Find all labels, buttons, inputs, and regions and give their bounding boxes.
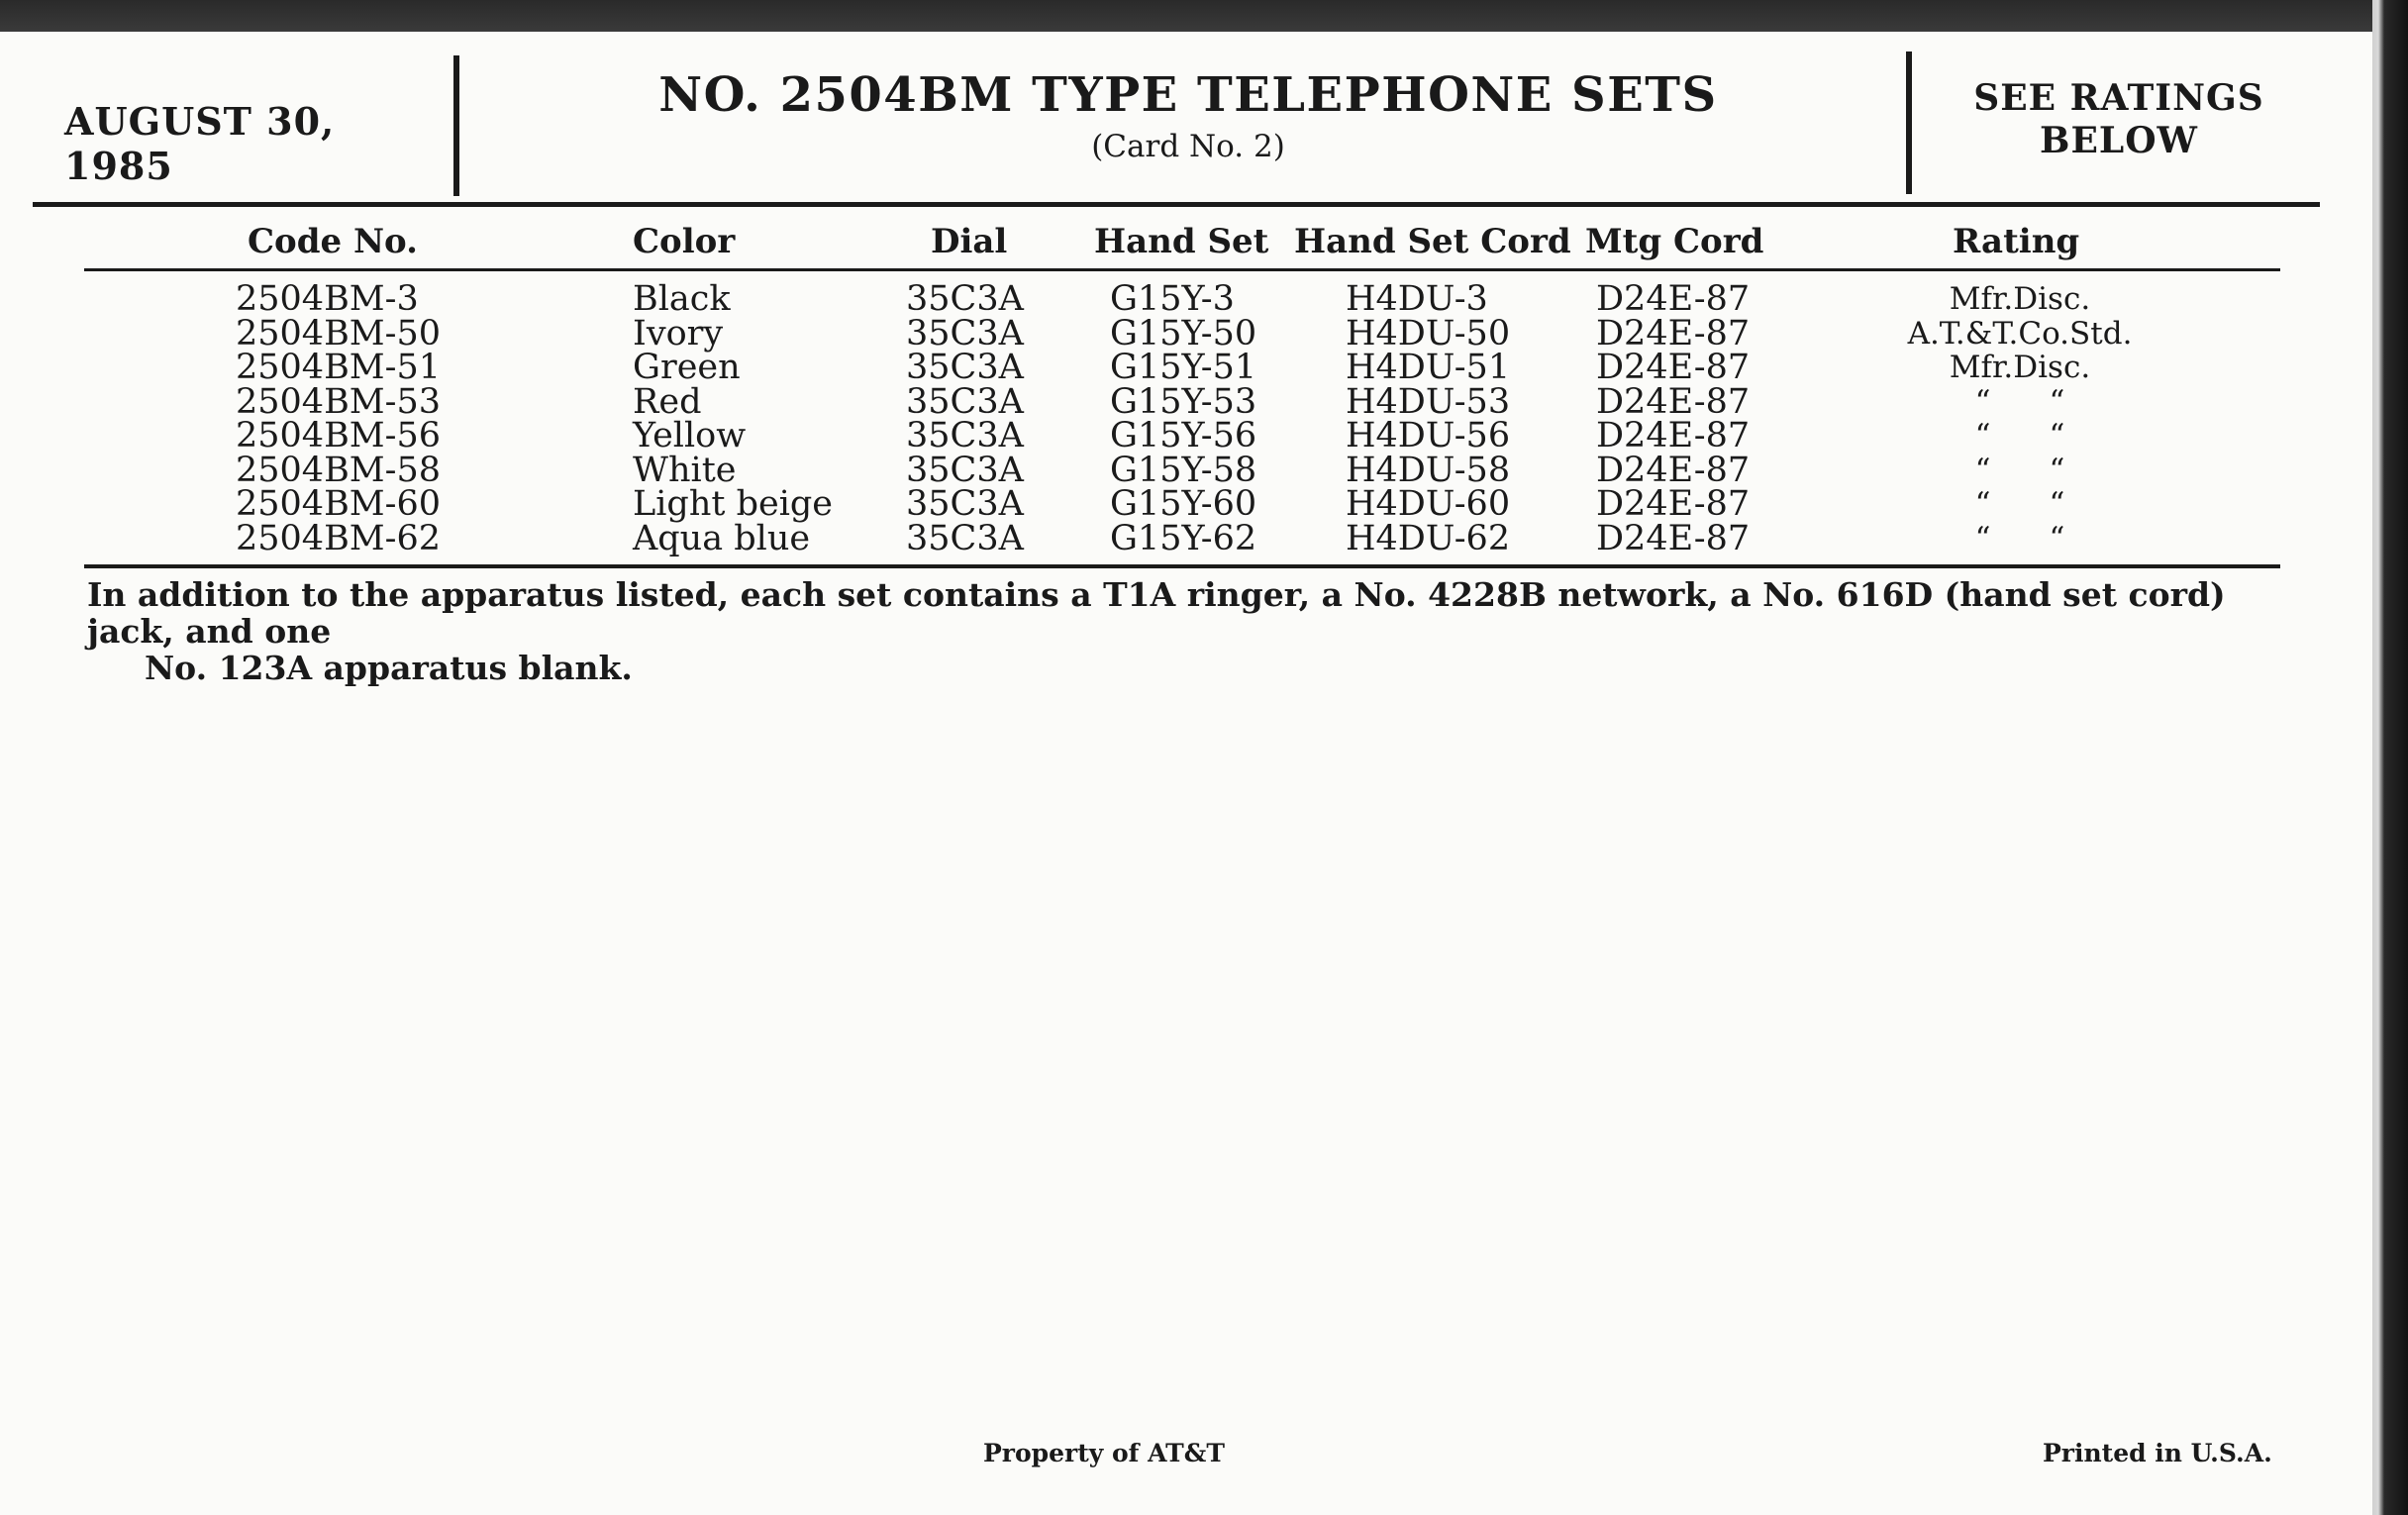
cell-handset: G15Y-50 [1110, 313, 1257, 354]
footnote-line-2: No. 123A apparatus blank. [145, 649, 633, 687]
scan-top-edge [0, 0, 2408, 32]
cell-color: Green [633, 348, 741, 387]
cell-rating: “ “ [1974, 486, 2065, 522]
cell-rating: “ “ [1974, 520, 2065, 556]
cell-handset: G15Y-3 [1110, 279, 1235, 319]
cell-handset-cord: H4DU-50 [1346, 313, 1511, 354]
cell-handset-cord: H4DU-53 [1346, 381, 1511, 422]
cell-handset-cord: H4DU-51 [1346, 348, 1511, 387]
cell-handset-cord: H4DU-56 [1346, 416, 1511, 455]
column-header-dial: Dial [931, 222, 1008, 261]
cell-code: 2504BM-50 [236, 313, 441, 354]
card-subtitle: (Card No. 2) [1091, 129, 1285, 164]
cell-handset-cord: H4DU-62 [1346, 518, 1511, 558]
cell-dial: 35C3A [906, 450, 1024, 490]
cell-color: Yellow [633, 416, 747, 455]
cell-color: Red [633, 381, 702, 422]
card-date: AUGUST 30, 1985 [64, 99, 336, 188]
cell-rating: Mfr.Disc. [1949, 281, 2091, 317]
column-header-mtg-cord: Mtg Cord [1585, 222, 1764, 261]
column-header-color: Color [633, 222, 736, 261]
cell-rating: “ “ [1974, 452, 2065, 488]
cell-handset: G15Y-51 [1110, 348, 1257, 387]
cell-code: 2504BM-56 [236, 416, 441, 455]
column-header-code: Code No. [248, 222, 418, 261]
ratings-note: SEE RATINGS BELOW [1973, 77, 2264, 161]
cell-rating: “ “ [1974, 418, 2065, 454]
cell-code: 2504BM-62 [236, 518, 441, 558]
column-header-handset: Hand Set [1094, 222, 1269, 261]
cell-rating: “ “ [1974, 383, 2065, 420]
cell-handset: G15Y-60 [1110, 484, 1257, 524]
cell-handset: G15Y-56 [1110, 416, 1257, 455]
cell-mtg-cord: D24E-87 [1596, 518, 1751, 558]
cell-dial: 35C3A [906, 279, 1024, 319]
scan-right-edge [2372, 0, 2408, 1515]
table-bottom-rule [84, 564, 2280, 568]
cell-handset: G15Y-58 [1110, 450, 1257, 490]
footnote-line-1: In addition to the apparatus listed, each set contains a T1A ringer, a No. 4228B network, a No. 616D (hand set cord) jack, and one [87, 575, 2226, 651]
cell-code: 2504BM-53 [236, 381, 441, 422]
cell-color: Light beige [633, 484, 834, 524]
cell-color: Ivory [633, 313, 724, 354]
header-divider-right [1906, 51, 1912, 194]
cell-handset-cord: H4DU-60 [1346, 484, 1511, 524]
cell-mtg-cord: D24E-87 [1596, 450, 1751, 490]
footnote [87, 576, 2285, 686]
cell-rating: Mfr.Disc. [1949, 350, 2091, 385]
card-title: NO. 2504BM TYPE TELEPHONE SETS [658, 67, 1718, 123]
table-header-rule [84, 268, 2280, 271]
cell-code: 2504BM-51 [236, 348, 441, 387]
column-header-handset-cord: Hand Set Cord [1294, 222, 1571, 261]
header-rule [33, 202, 2320, 207]
property-notice: Property of AT&T [983, 1439, 1225, 1467]
cell-handset-cord: H4DU-3 [1346, 279, 1488, 319]
printed-notice: Printed in U.S.A. [2043, 1439, 2272, 1467]
cell-dial: 35C3A [906, 484, 1024, 524]
cell-code: 2504BM-3 [236, 279, 419, 319]
cell-code: 2504BM-60 [236, 484, 441, 524]
cell-mtg-cord: D24E-87 [1596, 484, 1751, 524]
cell-mtg-cord: D24E-87 [1596, 348, 1751, 387]
cell-code: 2504BM-58 [236, 450, 441, 490]
cell-dial: 35C3A [906, 381, 1024, 422]
cell-color: Black [633, 279, 731, 319]
cell-mtg-cord: D24E-87 [1596, 279, 1751, 319]
column-header-rating: Rating [1953, 222, 2080, 261]
cell-mtg-cord: D24E-87 [1596, 313, 1751, 354]
cell-color: Aqua blue [633, 518, 811, 558]
cell-handset-cord: H4DU-58 [1346, 450, 1511, 490]
cell-dial: 35C3A [906, 518, 1024, 558]
cell-handset: G15Y-62 [1110, 518, 1257, 558]
cell-mtg-cord: D24E-87 [1596, 381, 1751, 422]
header-divider-left [453, 55, 459, 196]
cell-dial: 35C3A [906, 416, 1024, 455]
cell-color: White [633, 450, 737, 490]
cell-dial: 35C3A [906, 348, 1024, 387]
cell-dial: 35C3A [906, 313, 1024, 354]
cell-handset: G15Y-53 [1110, 381, 1257, 422]
cell-mtg-cord: D24E-87 [1596, 416, 1751, 455]
cell-rating: A.T.&T.Co.Std. [1907, 315, 2133, 352]
